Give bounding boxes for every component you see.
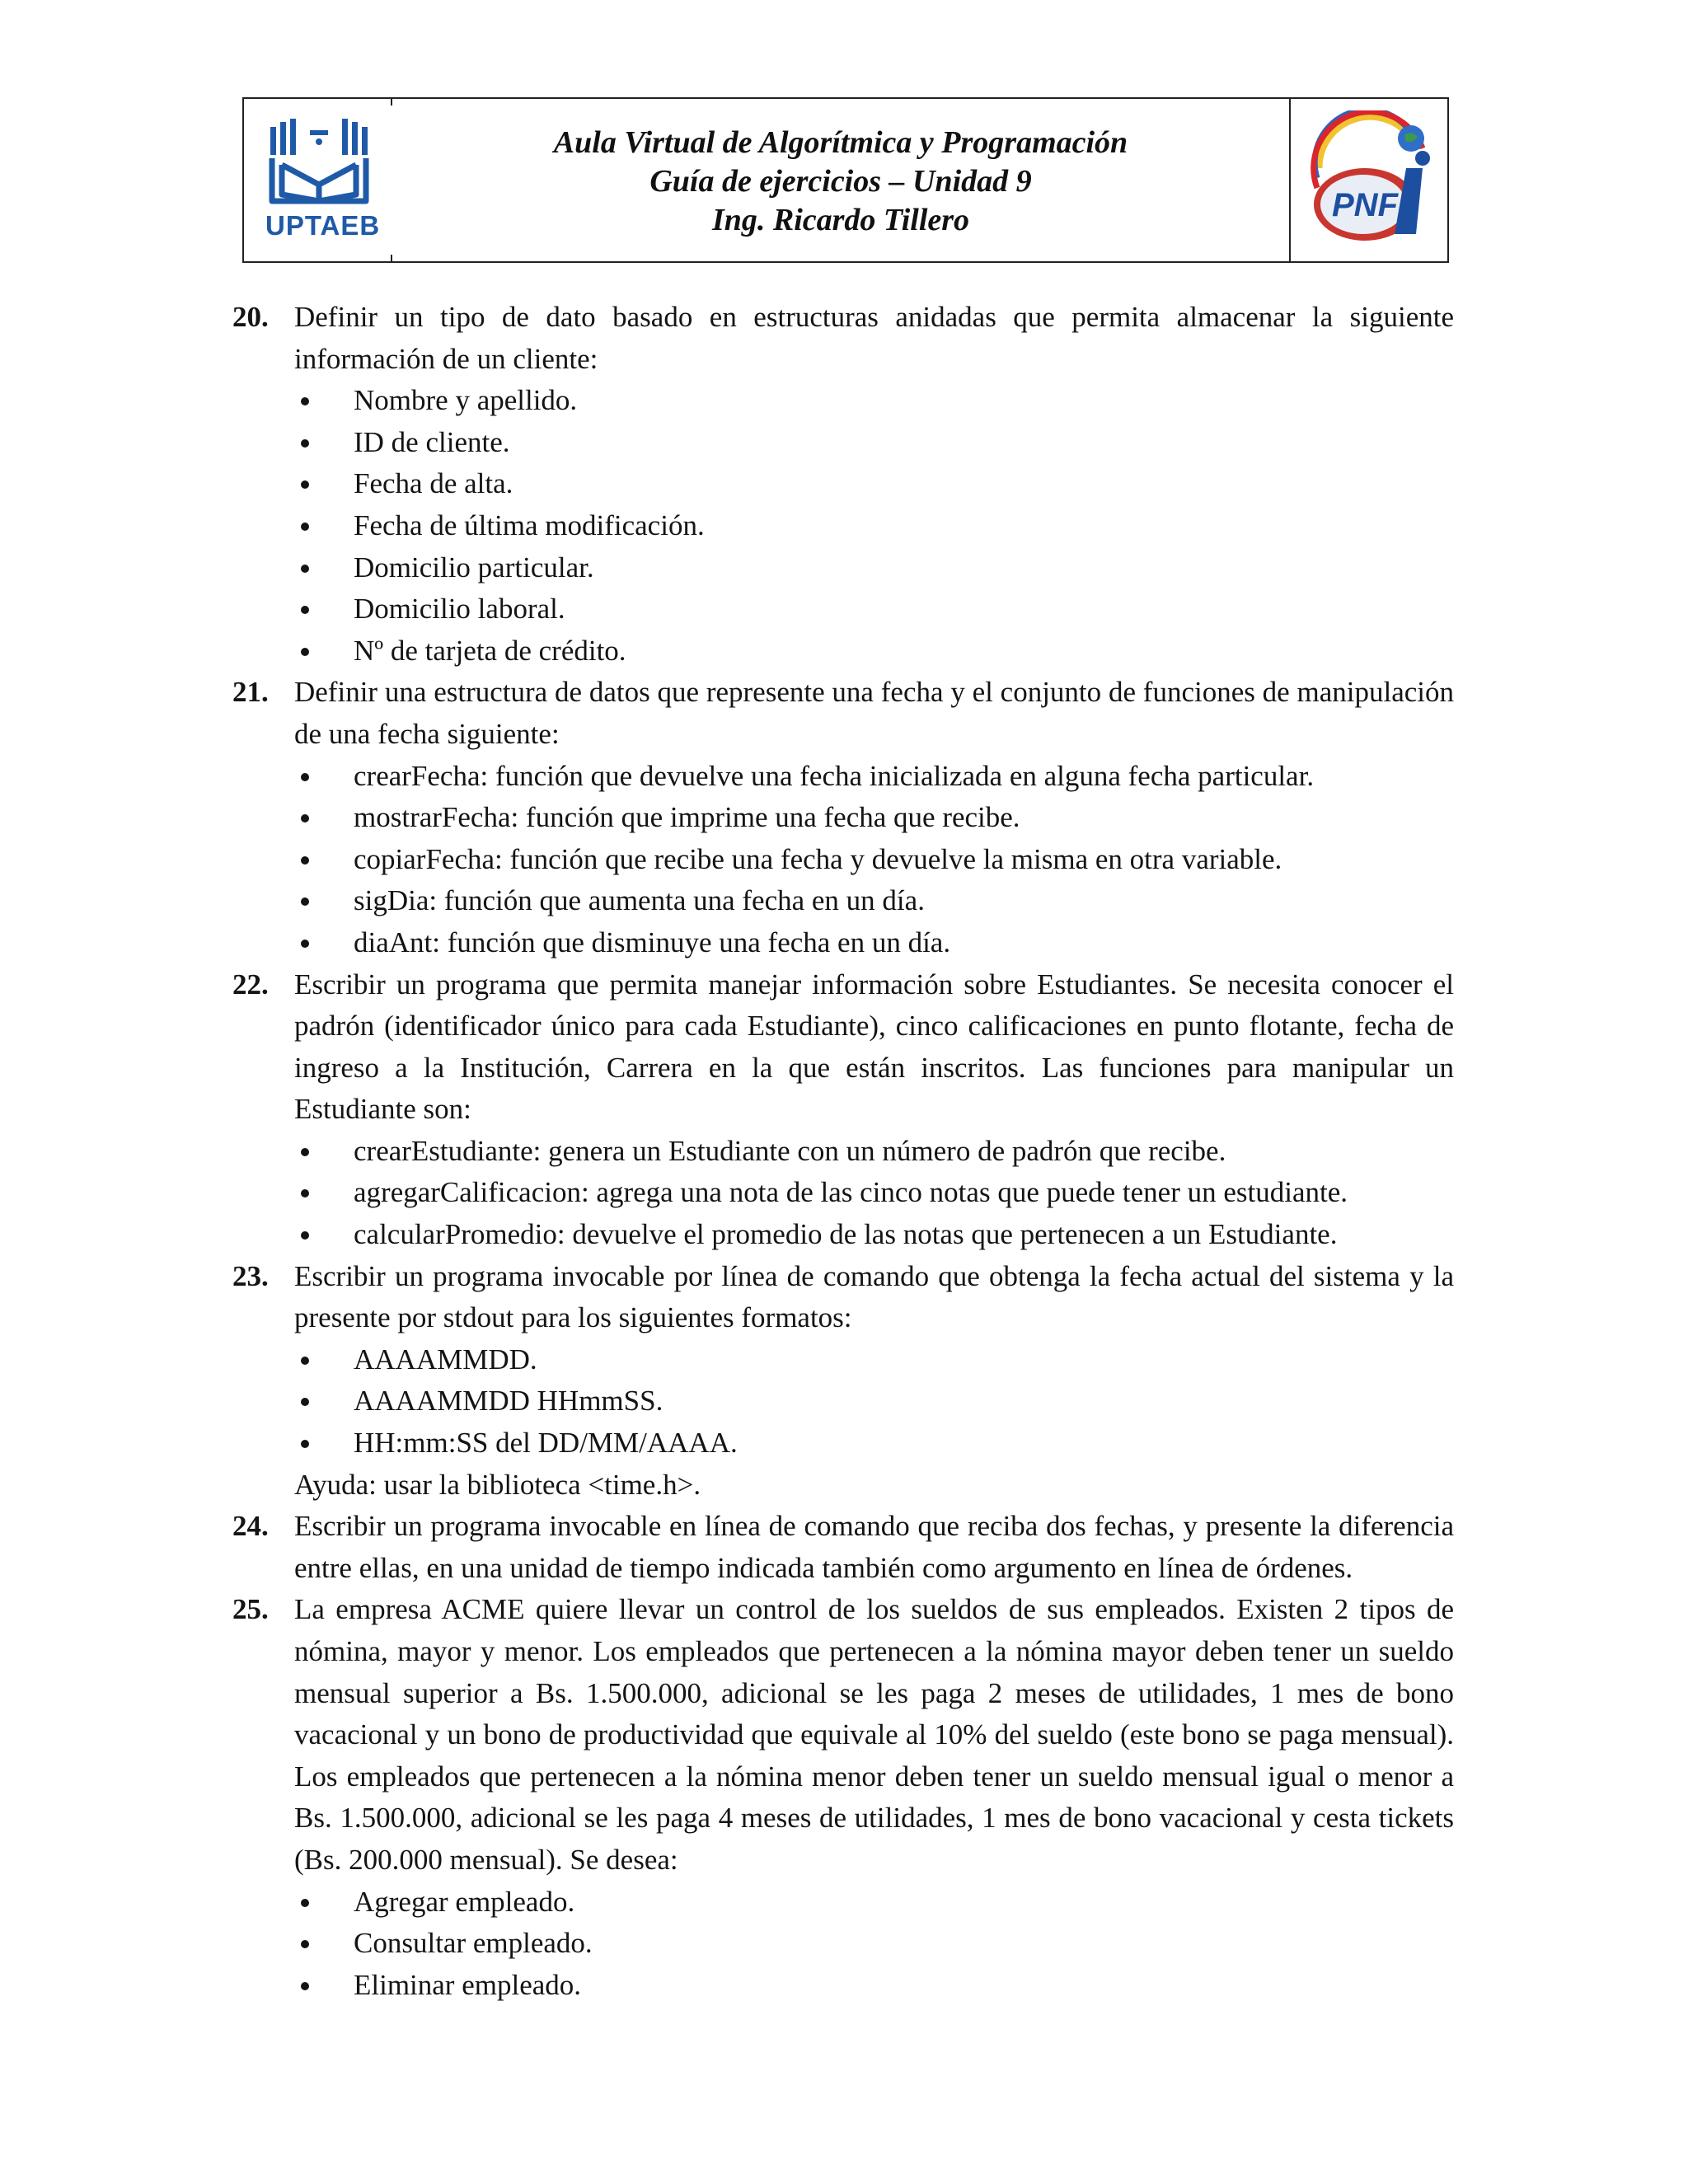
- uptaeb-logo-icon: [264, 119, 374, 208]
- header-title: [392, 124, 1289, 240]
- bullet-item: copiarFecha: función que recibe una fecha y devuelve la misma en otra variable.: [294, 839, 1454, 881]
- bullet-item: AAAAMMDD HHmmSS.: [294, 1380, 1454, 1422]
- svg-text:PNF: PNF: [1332, 187, 1398, 223]
- bullet-item: sigDia: función que aumenta una fecha en un día.: [294, 880, 1454, 922]
- exercise-list: [232, 297, 1454, 2006]
- exercise-number: 24.: [232, 1510, 269, 1543]
- exercise-text: Escribir un programa invocable por línea de comando que obtenga la fecha actual del sistema y la presente por stdout para los siguientes formatos:: [294, 1259, 1454, 1334]
- bullet-item: Eliminar empleado.: [294, 1965, 1454, 2007]
- bullet-item: Nº de tarjeta de crédito.: [294, 630, 1454, 673]
- bullet-item: Domicilio laboral.: [294, 588, 1454, 630]
- header-title-line-1: Aula Virtual de Algorítmica y Programación: [553, 125, 1128, 160]
- exercise-23: [232, 1256, 1454, 1507]
- bullet-list: [294, 756, 1454, 964]
- bullet-item: crearEstudiante: genera un Estudiante con un número de padrón que recibe.: [294, 1131, 1454, 1173]
- bullet-list: [294, 380, 1454, 672]
- header-left-cell: [244, 99, 391, 261]
- bullet-item: agregarCalificacion: agrega una nota de las cinco notas que puede tener un estudiante.: [294, 1172, 1454, 1214]
- exercise-number: 21.: [232, 676, 269, 709]
- bullet-item: crearFecha: función que devuelve una fecha inicializada en alguna fecha particular.: [294, 756, 1454, 798]
- exercise-note: Ayuda: usar la biblioteca <time.h>.: [294, 1468, 701, 1501]
- header-title-line-3: Ing. Ricardo Tillero: [711, 203, 970, 237]
- exercise-text: Escribir un programa que permita manejar información sobre Estudiantes. Se necesita conocer el padrón (identificador único para cada Estudiante), cinco calificaciones en punto flotante, fecha de ingreso a la Institución, Carrera en la que están inscritos. Las funciones para manipular un Estudiante son:: [294, 968, 1454, 1126]
- exercise-text: Definir un tipo de dato basado en estructuras anidadas que permita almacenar la siguiente información de un cliente:: [294, 301, 1454, 375]
- exercise-21: [232, 672, 1454, 963]
- exercise-number: 20.: [232, 301, 269, 333]
- pnfi-logo-icon: [1302, 110, 1436, 251]
- exercise-number: 23.: [232, 1259, 269, 1292]
- bullet-item: Fecha de alta.: [294, 463, 1454, 505]
- bullet-item: Agregar empleado.: [294, 1882, 1454, 1924]
- exercise-number: 22.: [232, 968, 269, 1001]
- bullet-item: Fecha de última modificación.: [294, 505, 1454, 547]
- exercise-number: 25.: [232, 1593, 269, 1626]
- exercise-22: [232, 964, 1454, 1256]
- exercise-25: [232, 1589, 1454, 2006]
- bullet-item: mostrarFecha: función que imprime una fecha que recibe.: [294, 797, 1454, 839]
- bullet-item: HH:mm:SS del DD/MM/AAAA.: [294, 1422, 1454, 1465]
- bullet-item: Domicilio particular.: [294, 547, 1454, 589]
- bullet-list: [294, 1339, 1454, 1465]
- uptaeb-logo-text: UPTAEB: [265, 210, 381, 241]
- bullet-item: ID de cliente.: [294, 422, 1454, 464]
- header-right-cell: [1289, 99, 1447, 261]
- exercise-24: [232, 1506, 1454, 1589]
- exercise-text: La empresa ACME quiere llevar un control de los sueldos de sus empleados. Existen 2 tipos de nómina, mayor y menor. Los empleados que pertenecen a la nómina mayor deben tener un sueldo mensual superior a Bs. 1.500.000, adicional se les paga 2 meses de utilidades, 1 mes de bono vacacional y un bono de productividad que equivale al 10% del sueldo (este bono se paga mensual). Los empleados que pertenecen a la nómina menor deben tener un sueldo mensual igual o menor a Bs. 1.500.000, adicional se les paga 4 meses de utilidades, 1 mes de bono vacacional y cesta tickets (Bs. 200.000 mensual). Se desea:: [294, 1593, 1454, 1876]
- bullet-list: [294, 1131, 1454, 1256]
- exercise-20: [232, 297, 1454, 672]
- bullet-list: [294, 1882, 1454, 2007]
- bullet-item: Nombre y apellido.: [294, 380, 1454, 422]
- header-title-line-2: Guía de ejercicios – Unidad 9: [649, 164, 1032, 199]
- exercise-text: Escribir un programa invocable en línea de comando que reciba dos fechas, y presente la diferencia entre ellas, en una unidad de tiempo indicada también como argumento en línea de órdenes.: [294, 1510, 1454, 1584]
- bullet-item: Consultar empleado.: [294, 1923, 1454, 1965]
- exercise-text: Definir una estructura de datos que represente una fecha y el conjunto de funciones de manipulación de una fecha siguiente:: [294, 676, 1454, 750]
- bullet-item: diaAnt: función que disminuye una fecha en un día.: [294, 922, 1454, 964]
- bullet-item: AAAAMMDD.: [294, 1339, 1454, 1381]
- bullet-item: calcularPromedio: devuelve el promedio de las notas que pertenecen a un Estudiante.: [294, 1214, 1454, 1256]
- page-header: [242, 97, 1449, 263]
